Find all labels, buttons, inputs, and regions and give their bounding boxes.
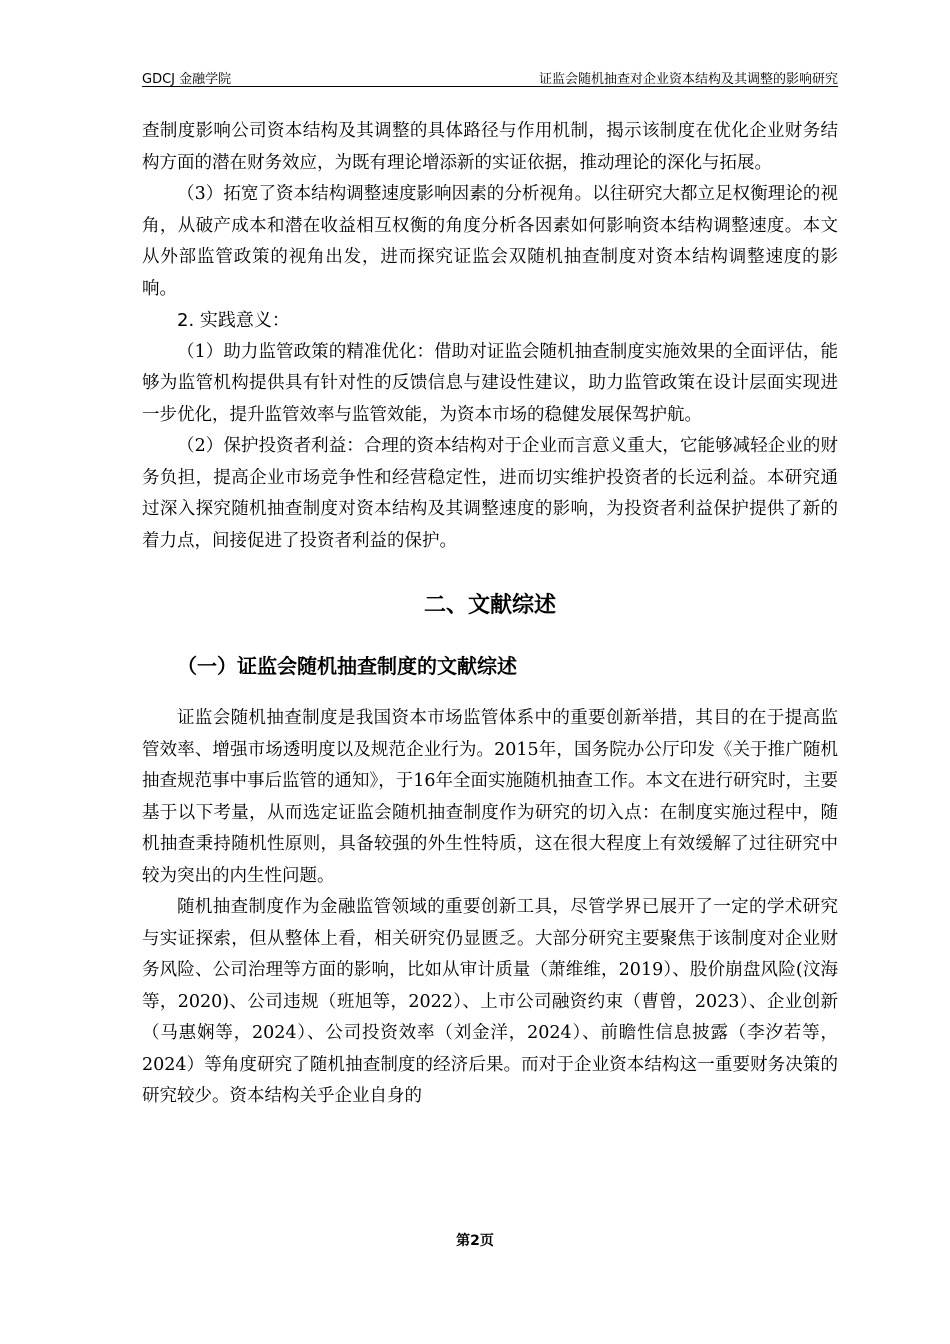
- page-body: [142, 116, 838, 1113]
- page-number: 第2页: [456, 1233, 494, 1249]
- header-divider: [142, 86, 838, 87]
- sub-heading-practical-significance: 2. 实践意义：: [177, 310, 290, 331]
- paragraph-2: （3）拓宽了资本结构调整速度影响因素的分析视角。以往研究大都立足权衡理论的视角，从破产成本和潜在收益相互权衡的角度分析各因素如何影响资本结构调整速度。本文从外部监管政策的视角出发，进而探究证监会双随机抽查制度对资本结构调整速度的影响。: [142, 184, 838, 299]
- paragraph-3: （1）助力监管政策的精准优化：借助对证监会随机抽查制度实施效果的全面评估，能够为监管机构提供具有针对性的反馈信息与建设性建议，助力监管政策在设计层面实现进一步优化，提升监管效率与监管效能，为资本市场的稳健发展保驾护航。: [142, 341, 838, 425]
- section-heading: 二、文献综述: [423, 593, 556, 618]
- header-left-text: GDCJ 金融学院: [142, 72, 232, 87]
- paragraph-4: （2）保护投资者利益：合理的资本结构对于企业而言意义重大，它能够减轻企业的财务负担，提高企业市场竞争性和经营稳定性，进而切实维护投资者的长远利益。本研究通过深入探究随机抽查制度对资本结构及其调整速度的影响，为投资者利益保护提供了新的着力点，间接促进了投资者利益的保护。: [142, 436, 838, 551]
- header-right-title: 证监会随机抽查对企业资本结构及其调整的影响研究: [538, 72, 838, 87]
- paragraph-5: 证监会随机抽查制度是我国资本市场监管体系中的重要创新举措，其目的在于提高监管效率、增强市场透明度以及规范企业行为。2015年，国务院办公厅印发《关于推广随机抽查规范事中事后监管的通知》，于16年全面实施随机抽查工作。本文在进行研究时，主要基于以下考量，从而选定证监会随机抽查制度作为研究的切入点：在制度实施过程中，随机抽查秉持随机性原则，具备较强的外生性特质，这在很大程度上有效缓解了过往研究中较为突出的内生性问题。: [142, 708, 839, 886]
- paragraph-6: 随机抽查制度作为金融监管领域的重要创新工具，尽管学界已展开了一定的学术研究与实证探索，但从整体上看，相关研究仍显匮乏。大部分研究主要聚焦于该制度对企业财务风险、公司治理等方面的影响，比如从审计质量（萧维维，2019）、股价崩盘风险(汶海等，2020)、公司违规（班旭等，2022）、上市公司融资约束（曹曾，2023）、企业创新（马惠娴等，2024）、公司投资效率（刘金洋，2024）、前瞻性信息披露（李汐若等，2024）等角度研究了随机抽查制度的经济后果。而对于企业资本结构这一重要财务决策的研究较少。资本结构关乎企业自身的: [142, 897, 838, 1106]
- paragraph-1: 查制度影响公司资本结构及其调整的具体路径与作用机制，揭示该制度在优化企业财务结构方面的潜在财务效应，为既有理论增添新的实证依据，推动理论的深化与拓展。: [142, 121, 838, 173]
- subsection-heading: （一）证监会随机抽查制度的文献综述: [177, 654, 517, 678]
